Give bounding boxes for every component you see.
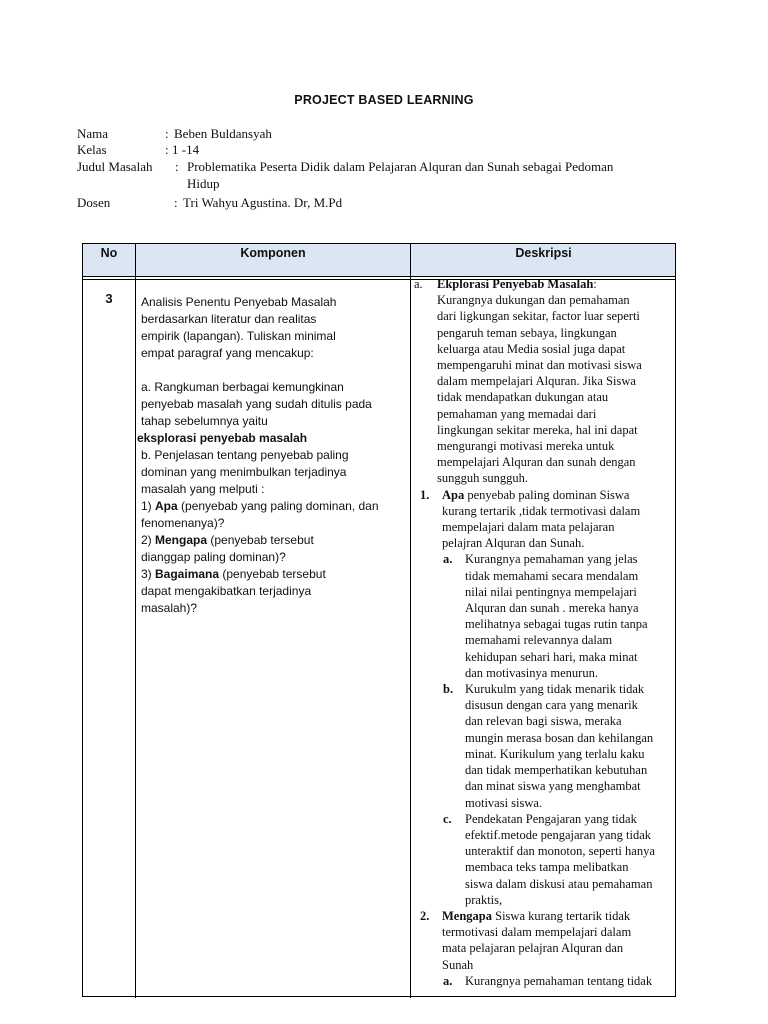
deskripsi-line: lingkungan sekitar mereka, hal ini dapat (437, 422, 638, 437)
deskripsi-line: memahami relevannya dalam (465, 633, 613, 648)
deskripsi-line: Sunah (442, 957, 474, 972)
komponen-line: dominan yang menimbulkan terjadinya (141, 465, 347, 479)
komponen-line: berdasarkan literatur dan realitas (141, 312, 317, 326)
q-keyword-mengapa: Mengapa (155, 533, 208, 547)
header-komponen: Komponen (240, 246, 306, 260)
komponen-line: penyebab masalah yang sudah ditulis pada (141, 397, 372, 411)
deskripsi-line: termotivasi dalam mempelajari dalam (442, 925, 632, 940)
q-prefix: 3) (141, 567, 156, 581)
point-1-b-body (465, 681, 676, 811)
column-divider-no (135, 244, 136, 998)
point-1 (412, 487, 676, 552)
komponen-question-mengapa (141, 532, 406, 549)
meta-label-kelas: Kelas (77, 142, 107, 157)
deskripsi-line: dan tidak memperhatikan kebutuhan (465, 763, 648, 778)
komponen-bold-line: eksplorasi penyebab masalah (137, 431, 308, 445)
deskripsi-line: mempengaruhi minat dan motivasi siswa (437, 358, 642, 373)
q-text: (penyebab tersebut (219, 567, 326, 581)
point-1-body (442, 503, 676, 552)
deskripsi-line: mata pelajaran pelajran Alquran dan (442, 941, 624, 956)
deskripsi-line: pengaruh teman sebaya, lingkungan (437, 325, 617, 340)
komponen-line: tahap sebelumnya yaitu (141, 414, 268, 428)
deskripsi-line: pemahaman yang memadai dari (437, 406, 597, 421)
point-1-c-body (465, 811, 676, 908)
section-a-body (437, 292, 676, 486)
q-keyword-apa: Apa (155, 499, 178, 513)
deskripsi-line: nilai nilai pentingnya mempelajari (465, 584, 637, 599)
deskripsi-line: melihatnya sebagai tugas rutin tanpa (465, 617, 648, 632)
deskripsi-line: dan relevan bagi siswa, meraka (465, 714, 622, 729)
deskripsi-line: praktis, (465, 892, 503, 907)
deskripsi-line: sungguh sungguh. (437, 471, 528, 486)
header-deskripsi: Deskripsi (515, 246, 572, 260)
section-a-marker: a. (414, 277, 423, 291)
komponen-question-bagaimana (141, 566, 406, 583)
deskripsi-cell (412, 276, 676, 989)
deskripsi-line: minat. Kurikulum yang terlalu kaku (465, 746, 645, 761)
komponen-line: dianggap paling dominan)? (141, 550, 286, 564)
deskripsi-line: mengurangi motivasi mereka untuk (437, 439, 615, 454)
point-1-a-body (465, 551, 676, 681)
document-title: PROJECT BASED LEARNING (294, 93, 474, 107)
section-a-colon: : (593, 277, 597, 291)
meta-label-dosen: Dosen (77, 195, 111, 210)
deskripsi-line: Kurangnya pemahaman yang jelas (465, 552, 638, 567)
point-2-keyword: Mengapa (442, 908, 492, 923)
deskripsi-line: mempelajari dalam mata pelajaran (442, 520, 615, 535)
q-keyword-bagaimana: Bagaimana (155, 567, 220, 581)
point-2-marker: 2. (420, 908, 430, 923)
section-a-heading (437, 276, 676, 292)
deskripsi-line: Pendekatan Pengajaran yang tidak (465, 811, 637, 826)
komponen-line: masalah)? (141, 601, 198, 615)
komponen-line: a. Rangkuman berbagai kemungkinan (141, 380, 344, 394)
section-a (412, 276, 676, 487)
deskripsi-line: motivasi siswa. (465, 795, 543, 810)
q-prefix: 1) (141, 499, 156, 513)
meta-label-nama: Nama (77, 126, 109, 141)
deskripsi-line: disusun dengan cara yang menarik (465, 698, 638, 713)
pbl-table (82, 243, 676, 997)
deskripsi-line: Kurangnya dukungan dan pemahaman (437, 293, 630, 308)
column-divider-komponen (410, 244, 411, 998)
komponen-spacer (141, 362, 406, 379)
deskripsi-line: tidak mendapatkan dukungan atau (437, 390, 609, 405)
deskripsi-line: dan motivasinya menurun. (465, 665, 598, 680)
row-number: 3 (105, 291, 113, 306)
deskripsi-line: membaca teks tampa melibatkan (465, 860, 629, 875)
q-text: (penyebab yang paling dominan, dan (177, 499, 379, 513)
komponen-line: b. Penjelasan tentang penyebab paling (141, 448, 349, 462)
meta-sep-kelas: : (165, 142, 169, 157)
deskripsi-line: dan minat siswa yang menghambat (465, 779, 641, 794)
meta-sep-judul: : (175, 159, 179, 174)
meta-value-kelas: 1 -14 (172, 142, 200, 157)
q-text: (penyebab tersebut (207, 533, 314, 547)
point-1-c (412, 811, 676, 908)
point-2-a (412, 973, 676, 989)
point-2-body (442, 924, 676, 973)
meta-value-nama: Beben Buldansyah (174, 126, 272, 141)
komponen-line: empirik (lapangan). Tuliskan minimal (141, 329, 336, 343)
komponen-cell (137, 294, 406, 617)
meta-value-judul-line2: Hidup (187, 176, 220, 191)
point-1-b (412, 681, 676, 811)
point-2 (412, 908, 676, 973)
komponen-line: Analisis Penentu Penyebab Masalah (141, 295, 337, 309)
deskripsi-line: Kurangnya pemahaman tentang tidak (465, 973, 653, 988)
deskripsi-line: unteraktif dan monoton, seperti hanya (465, 844, 655, 859)
meta-value-dosen: Tri Wahyu Agustina. Dr, M.Pd (183, 195, 343, 210)
deskripsi-line: dari ligkungan sekitar, factor luar seperti (437, 309, 640, 324)
meta-label-judul: Judul Masalah (77, 159, 153, 174)
point-2-a-marker: a. (443, 973, 453, 988)
meta-value-judul-line1: Problematika Peserta Didik dalam Pelajaran Alquran dan Sunah sebagai Pedoman (187, 159, 614, 174)
deskripsi-line: mungin merasa bosan dan kehilangan (465, 730, 654, 745)
point-1-marker: 1. (420, 487, 430, 502)
header-no: No (100, 246, 118, 260)
deskripsi-line: dalam mempelajari Alquran. Jika Siswa (437, 374, 636, 389)
komponen-line: fenomenanya)? (141, 516, 225, 530)
point-1-c-marker: c. (443, 811, 452, 826)
meta-sep-nama: : (165, 126, 169, 141)
point-2-heading (442, 908, 676, 924)
point-1-a (412, 551, 676, 681)
point-1-heading (442, 487, 676, 503)
point-1-a-marker: a. (443, 552, 453, 567)
deskripsi-line: keluarga atau Media sosial juga dapat (437, 341, 626, 356)
point-1-text: penyebab paling dominan Siswa (464, 487, 630, 502)
komponen-line: masalah yang melputi : (141, 482, 265, 496)
q-prefix: 2) (141, 533, 156, 547)
meta-sep-dosen: : (174, 195, 178, 210)
deskripsi-line: tidak memahami secara mendalam (465, 568, 639, 583)
deskripsi-line: mempelajari Alquran dan sunah dengan (437, 455, 636, 470)
section-a-title: Ekplorasi Penyebab Masalah (437, 277, 594, 291)
komponen-question-apa (141, 498, 406, 515)
point-1-b-marker: b. (443, 682, 454, 697)
deskripsi-line: kurang tertarik ,tidak termotivasi dalam (442, 503, 641, 518)
deskripsi-line: siswa dalam diskusi atau pemahaman (465, 876, 653, 891)
point-2-a-body (465, 973, 676, 989)
point-1-keyword: Apa (442, 487, 465, 502)
deskripsi-line: pelajran Alquran dan Sunah. (442, 536, 585, 551)
deskripsi-line: kehidupan sehari hari, maka minat (465, 649, 638, 664)
komponen-line: dapat mengakibatkan terjadinya (141, 584, 312, 598)
deskripsi-line: Kurukulm yang tidak menarik tidak (465, 682, 645, 697)
komponen-line: empat paragraf yang mencakup: (141, 346, 314, 360)
point-2-text: Siswa kurang tertarik tidak (492, 908, 631, 923)
deskripsi-line: efektif.metode pengajaran yang tidak (465, 827, 652, 842)
deskripsi-line: Alquran dan sunah . mereka hanya (465, 601, 639, 616)
